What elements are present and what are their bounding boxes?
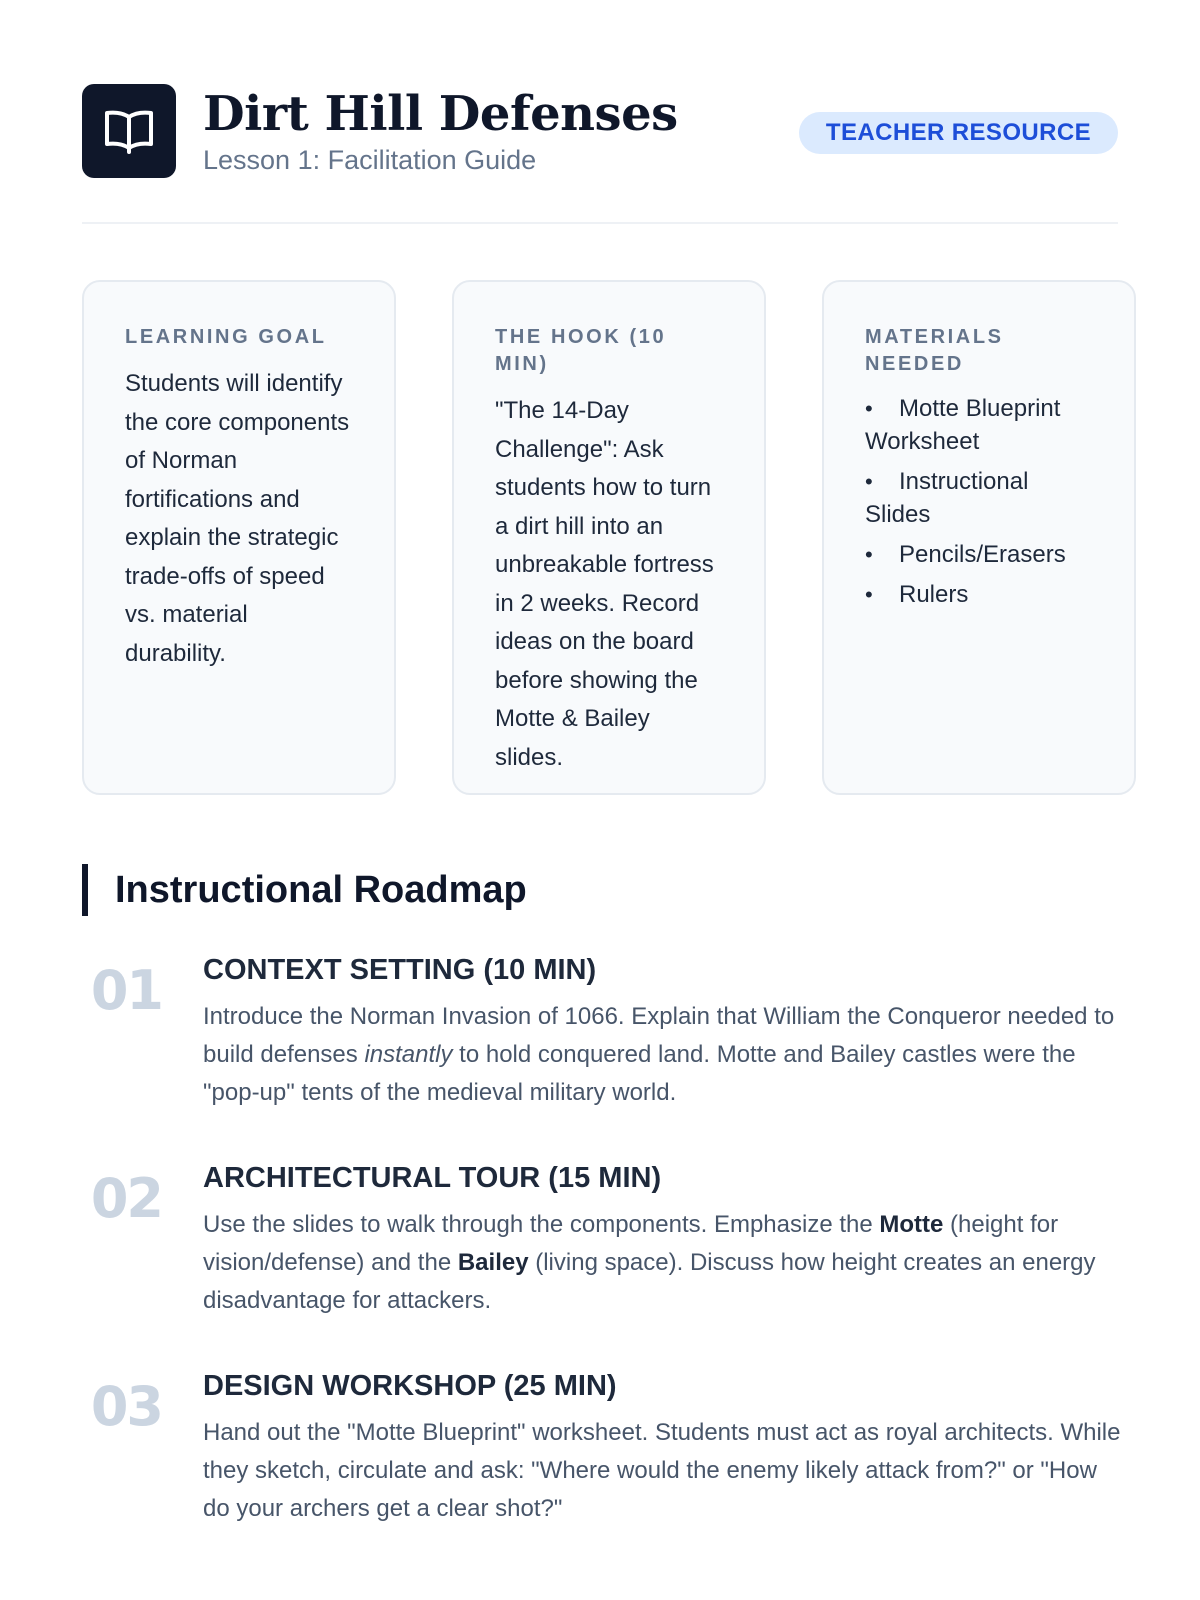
step-text: Hand out the "Motte Blueprint" worksheet. Students must act as royal architects. While they sketch, circulate and ask: "Where would the enemy likely attack from?" or "How do your archers get a clear shot?": [203, 1419, 1121, 1522]
list-item: • Rulers: [865, 578, 1094, 611]
roadmap-step-2: [82, 1162, 1134, 1374]
roadmap-step-3: [82, 1370, 1134, 1582]
header: [82, 84, 1118, 180]
list-item: • Motte Blueprint Worksheet: [865, 392, 1094, 458]
section-accent-bar: [82, 864, 88, 916]
step-number: 02: [90, 1167, 162, 1230]
teacher-resource-badge: TEACHER RESOURCE: [799, 112, 1118, 154]
roadmap-step-1: [82, 954, 1134, 1166]
materials-card: [822, 280, 1136, 795]
card-body: Students will identify the core components of Norman fortifications and explain the strategic trade-offs of speed vs. material durability.: [125, 370, 350, 667]
hook-card: [452, 280, 766, 795]
card-body: "The 14-Day Challenge": Ask students how to turn a dirt hill into an unbreakable fortress in 2 weeks. Record ideas on the board before showing the Motte & Bailey slides.: [495, 397, 714, 771]
list-item: • Instructional Slides: [865, 465, 1094, 531]
bullet-icon: •: [865, 396, 873, 421]
learning-goal-card: [82, 280, 396, 795]
page-title: Dirt Hill Defenses: [203, 86, 678, 142]
step-number: 01: [90, 959, 162, 1022]
card-heading: LEARNING GOAL: [125, 326, 327, 348]
card-heading: THE HOOK (10 MIN): [495, 326, 667, 375]
step-title: ARCHITECTURAL TOUR (15 MIN): [203, 1162, 662, 1194]
step-text: Use the slides to walk through the components. Emphasize the Motte (height for vision/defense) and the Bailey (living space). Discuss how height creates an energy disadvantage for attackers.: [203, 1211, 1096, 1314]
step-text: Introduce the Norman Invasion of 1066. Explain that William the Conqueror needed to build defenses instantly to hold conquered land. Motte and Bailey castles were the "pop-up" tents of the medieval military world.: [203, 1003, 1115, 1106]
list-item: • Pencils/Erasers: [865, 538, 1094, 571]
bullet-icon: •: [865, 582, 873, 607]
section-title: Instructional Roadmap: [115, 869, 527, 911]
bullet-icon: •: [865, 469, 873, 494]
bullet-icon: •: [865, 542, 873, 567]
open-book-icon: [82, 84, 176, 178]
page-subtitle: Lesson 1: Facilitation Guide: [203, 145, 537, 175]
header-divider: [82, 222, 1118, 224]
title-block: [203, 86, 678, 176]
materials-list: [865, 392, 1094, 611]
step-content: [203, 1368, 1123, 1528]
card-heading: MATERIALS NEEDED: [865, 326, 1004, 375]
roadmap-steps: [82, 954, 1134, 1582]
step-number: 03: [90, 1375, 162, 1438]
step-title: CONTEXT SETTING (10 MIN): [203, 954, 597, 986]
step-content: [203, 952, 1123, 1112]
step-title: DESIGN WORKSHOP (25 MIN): [203, 1370, 617, 1402]
step-content: [203, 1160, 1123, 1320]
overview-cards: [82, 280, 1134, 795]
